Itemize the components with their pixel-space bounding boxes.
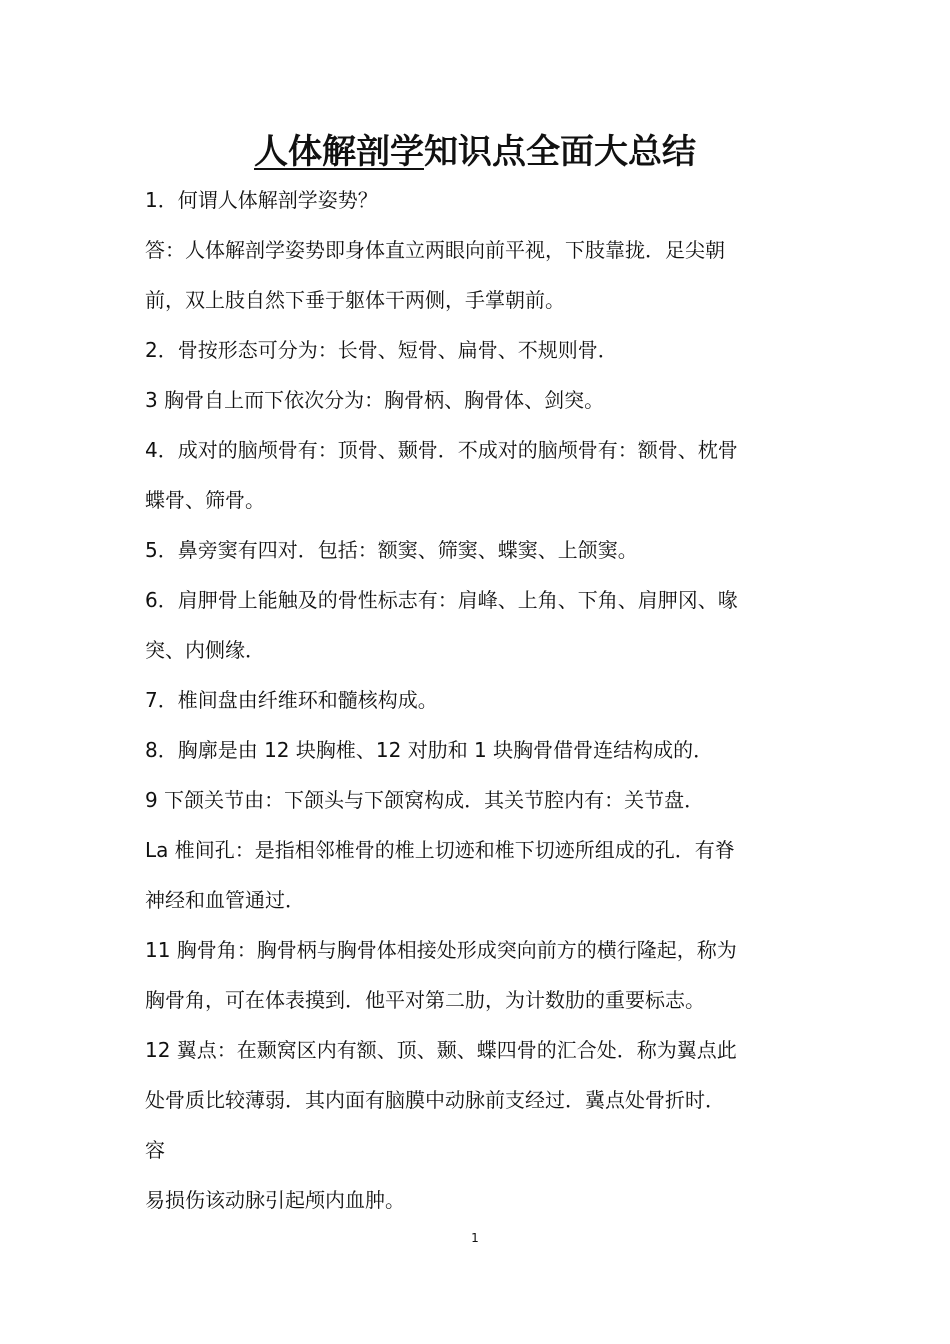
title-rest-part: 知识点全面大总结: [424, 132, 696, 172]
title-underlined-part: 人体解剖学: [254, 132, 424, 172]
text-line: 蝶骨、筛骨。: [145, 488, 265, 512]
text-line: 1．何谓人体解剖学姿势？: [145, 188, 378, 212]
text-line: 2．骨按形态可分为：长骨、短骨、扁骨、不规则骨．: [145, 338, 618, 362]
text-line: La 椎间孔：是指相邻椎骨的椎上切迹和椎下切迹所组成的孔．有脊: [145, 838, 735, 862]
text-line: 处骨质比较薄弱．其内面有脑膜中动脉前支经过．冀点处骨折时．: [145, 1088, 725, 1112]
text-line: 前，双上肢自然下垂于躯体干两侧，手掌朝前。: [145, 288, 565, 312]
text-line: 9 下颌关节由：下颌头与下颌窝构成．其关节腔内有：关节盘．: [145, 788, 705, 812]
text-line: 6．肩胛骨上能触及的骨性标志有：肩峰、上角、下角、肩胛冈、喙: [145, 588, 738, 612]
text-line: 11 胸骨角：胸骨柄与胸骨体相接处形成突向前方的横行隆起，称为: [145, 938, 737, 962]
text-line: 8．胸廓是由 12 块胸椎、12 对肋和 1 块胸骨借骨连结构成的．: [145, 738, 714, 762]
page-number: 1: [471, 1231, 479, 1245]
text-line: 12 翼点：在颞窝区内有额、顶、颞、蝶四骨的汇合处．称为翼点此: [145, 1038, 737, 1062]
text-line: 3 胸骨自上而下依次分为：胸骨柄、胸骨体、剑突。: [145, 388, 605, 412]
text-line: 突、内侧缘．: [145, 638, 265, 662]
body-text: [145, 184, 825, 1234]
text-line: 答：人体解剖学姿势即身体直立两眼向前平视，下肢靠拢．足尖朝: [145, 238, 725, 262]
text-line: 4．成对的脑颅骨有：顶骨、颞骨．不成对的脑颅骨有：额骨、枕骨: [145, 438, 738, 462]
text-line: 易损伤该动脉引起颅内血肿。: [145, 1188, 405, 1212]
text-line: 7．椎间盘由纤维环和髓核构成。: [145, 688, 438, 712]
document-title: [0, 128, 950, 176]
text-line: 容: [145, 1138, 165, 1162]
text-line: 5．鼻旁窦有四对．包括：额窦、筛窦、蝶窦、上颌窦。: [145, 538, 638, 562]
text-line: 神经和血管通过．: [145, 888, 305, 912]
text-line: 胸骨角，可在体表摸到．他平对第二肋，为计数肋的重要标志。: [145, 988, 705, 1012]
